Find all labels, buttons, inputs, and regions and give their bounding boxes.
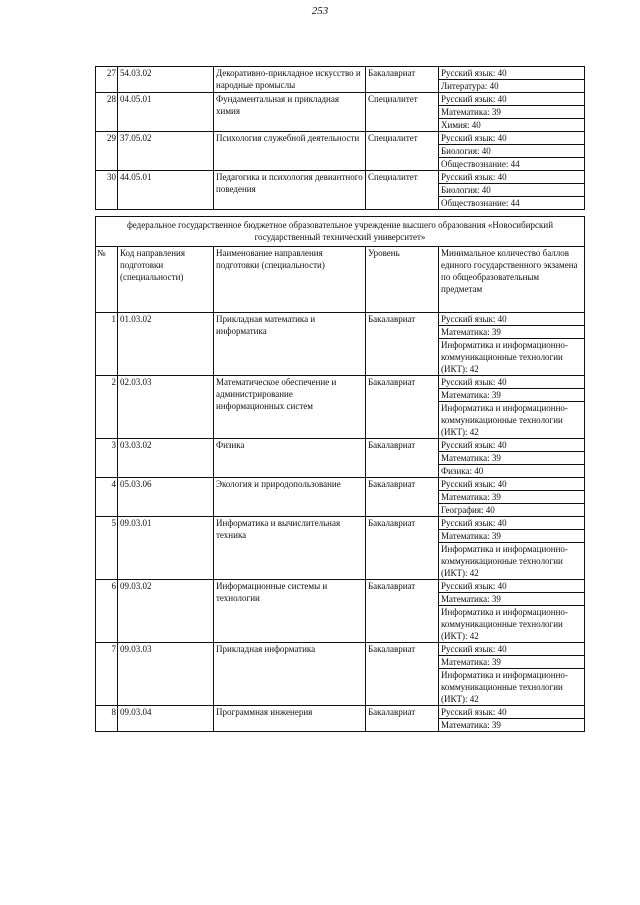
subject-min-score: Русский язык: 40	[439, 517, 584, 530]
subjects-cell	[439, 478, 585, 517]
subject-min-score: Биология: 40	[439, 145, 584, 158]
subjects-cell	[439, 643, 585, 706]
program-name: Информационные системы и технологии	[214, 580, 366, 643]
subjects-cell	[439, 171, 585, 210]
subject-min-score: Математика: 39	[439, 530, 584, 543]
table-row	[96, 706, 585, 732]
table-row	[96, 171, 585, 210]
subject-min-score: Математика: 39	[439, 389, 584, 402]
program-code: 54.03.02	[118, 67, 214, 93]
program-level: Бакалавриат	[366, 706, 439, 732]
admission-table-nstu	[95, 216, 585, 732]
subject-min-score: Химия: 40	[441, 120, 481, 130]
subject-min-score: Русский язык: 40	[439, 132, 584, 145]
program-code: 05.03.06	[118, 478, 214, 517]
subject-min-score: Математика: 39	[441, 720, 501, 730]
row-number: 30	[96, 171, 118, 210]
subjects-cell	[439, 376, 585, 439]
program-level: Бакалавриат	[366, 439, 439, 478]
subject-min-score: Русский язык: 40	[439, 643, 584, 656]
row-number: 2	[96, 376, 118, 439]
row-number: 8	[96, 706, 118, 732]
row-number: 4	[96, 478, 118, 517]
table-row	[96, 313, 585, 376]
subject-min-score: Русский язык: 40	[439, 67, 584, 80]
program-code: 09.03.01	[118, 517, 214, 580]
subject-min-score: Информатика и информационно-коммуникационные технологии (ИКТ): 42	[441, 340, 568, 374]
subject-min-score: Русский язык: 40	[439, 478, 584, 491]
header-level: Уровень	[366, 247, 439, 313]
program-level: Специалитет	[366, 171, 439, 210]
subject-min-score: Математика: 39	[439, 656, 584, 669]
subject-min-score: Русский язык: 40	[439, 376, 584, 389]
program-level: Бакалавриат	[366, 376, 439, 439]
subject-min-score: Русский язык: 40	[439, 706, 584, 719]
subjects-cell	[439, 132, 585, 171]
subject-min-score: Информатика и информационно-коммуникационные технологии (ИКТ): 42	[441, 403, 568, 437]
program-name: Педагогика и психология девиантного поведения	[214, 171, 366, 210]
admission-table-continued	[95, 66, 585, 210]
program-code: 01.03.02	[118, 313, 214, 376]
subject-min-score: Русский язык: 40	[439, 439, 584, 452]
subject-min-score: Обществознание: 44	[441, 198, 520, 208]
subject-min-score: Русский язык: 40	[439, 171, 584, 184]
subject-min-score: Математика: 39	[439, 593, 584, 606]
header-name: Наименование направления подготовки (специальности)	[214, 247, 366, 313]
subject-min-score: Русский язык: 40	[439, 580, 584, 593]
table-row	[96, 517, 585, 580]
subjects-cell	[439, 706, 585, 732]
table-row	[96, 132, 585, 171]
organization-row	[96, 217, 585, 247]
program-code: 04.05.01	[118, 93, 214, 132]
program-level: Бакалавриат	[366, 67, 439, 93]
table-row	[96, 67, 585, 93]
table-row	[96, 376, 585, 439]
program-name: Информатика и вычислительная техника	[214, 517, 366, 580]
row-number: 5	[96, 517, 118, 580]
program-level: Бакалавриат	[366, 313, 439, 376]
program-code: 09.03.04	[118, 706, 214, 732]
row-number: 6	[96, 580, 118, 643]
program-code: 09.03.03	[118, 643, 214, 706]
subject-min-score: Математика: 39	[439, 326, 584, 339]
subject-min-score: Информатика и информационно-коммуникационные технологии (ИКТ): 42	[441, 607, 568, 641]
program-name: Прикладная информатика	[214, 643, 366, 706]
program-name: Психология служебной деятельности	[214, 132, 366, 171]
program-name: Физика	[214, 439, 366, 478]
program-level: Бакалавриат	[366, 517, 439, 580]
program-name: Экология и природопользование	[214, 478, 366, 517]
subjects-cell	[439, 580, 585, 643]
program-name: Прикладная математика и информатика	[214, 313, 366, 376]
subject-min-score: Математика: 39	[439, 106, 584, 119]
header-number: №	[96, 247, 118, 313]
subject-min-score: Русский язык: 40	[439, 93, 584, 106]
table-header-row	[96, 247, 585, 313]
row-number: 27	[96, 67, 118, 93]
program-name: Декоративно-прикладное искусство и народные промыслы	[214, 67, 366, 93]
row-number: 29	[96, 132, 118, 171]
row-number: 3	[96, 439, 118, 478]
table-row	[96, 478, 585, 517]
program-level: Специалитет	[366, 132, 439, 171]
subject-min-score: Математика: 39	[439, 452, 584, 465]
table-row	[96, 93, 585, 132]
program-level: Бакалавриат	[366, 580, 439, 643]
table-row	[96, 439, 585, 478]
subjects-cell	[439, 313, 585, 376]
subjects-cell	[439, 439, 585, 478]
subjects-cell	[439, 517, 585, 580]
program-code: 44.05.01	[118, 171, 214, 210]
subject-min-score: Математика: 39	[439, 491, 584, 504]
subjects-cell	[439, 67, 585, 93]
header-subjects: Минимальное количество баллов единого государственного экзамена по общеобразовательным предметам	[439, 247, 585, 313]
table-row	[96, 643, 585, 706]
subject-min-score: Литература: 40	[441, 81, 499, 91]
program-code: 02.03.03	[118, 376, 214, 439]
row-number: 7	[96, 643, 118, 706]
program-level: Специалитет	[366, 93, 439, 132]
program-name: Фундаментальная и прикладная химия	[214, 93, 366, 132]
subject-min-score: Обществознание: 44	[441, 159, 520, 169]
page-number: 253	[311, 5, 329, 17]
program-code: 09.03.02	[118, 580, 214, 643]
table-row	[96, 580, 585, 643]
row-number: 28	[96, 93, 118, 132]
program-name: Программная инженерия	[214, 706, 366, 732]
subject-min-score: Информатика и информационно-коммуникационные технологии (ИКТ): 42	[441, 544, 568, 578]
organization-name: федеральное государственное бюджетное образовательное учреждение высшего образования «Новосибирский государственный технический университет»	[96, 217, 585, 247]
program-name: Математическое обеспечение и администрирование информационных систем	[214, 376, 366, 439]
subject-min-score: Русский язык: 40	[439, 313, 584, 326]
program-level: Бакалавриат	[366, 643, 439, 706]
subjects-cell	[439, 93, 585, 132]
subject-min-score: География: 40	[441, 505, 495, 515]
header-code: Код направления подготовки (специальности)	[118, 247, 214, 313]
row-number: 1	[96, 313, 118, 376]
program-level: Бакалавриат	[366, 478, 439, 517]
subject-min-score: Биология: 40	[439, 184, 584, 197]
subject-min-score: Физика: 40	[441, 466, 484, 476]
program-code: 03.03.02	[118, 439, 214, 478]
program-code: 37.05.02	[118, 132, 214, 171]
subject-min-score: Информатика и информационно-коммуникационные технологии (ИКТ): 42	[441, 670, 568, 704]
